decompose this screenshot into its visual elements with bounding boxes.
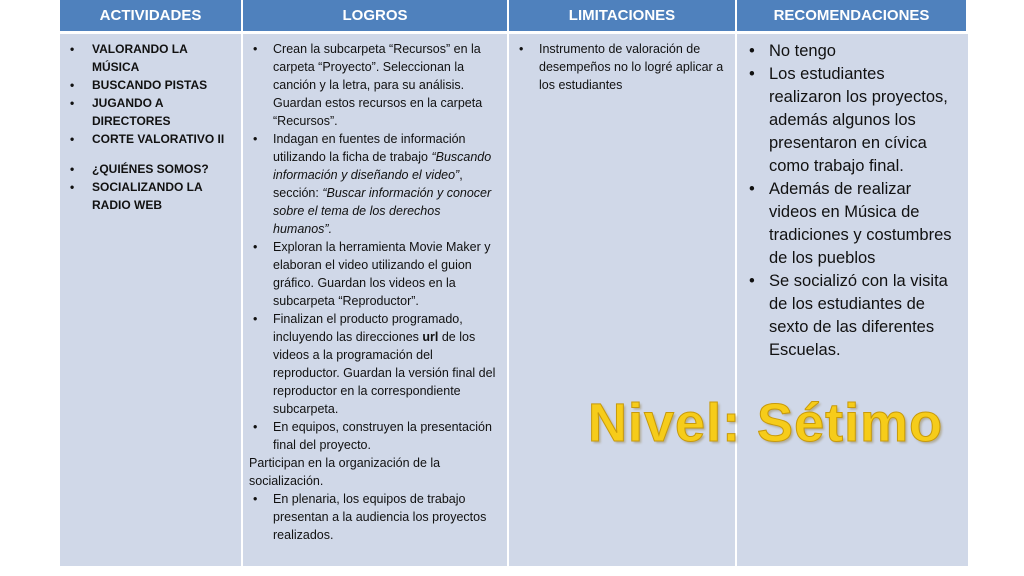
list-item: • Los estudiantes realizaron los proyectos, además algunos los presentaron en cívica como trabajo final.	[741, 63, 960, 178]
list-item: • Indagan en fuentes de información utilizando la ficha de trabajo “Buscando información y diseñando el video”, sección: “Buscar información y conocer sobre el tema de los derechos humanos”.	[247, 130, 499, 238]
list-item: • No tengo	[741, 40, 960, 63]
header-logros: LOGROS	[243, 0, 509, 34]
list-item: • Crean la subcarpeta “Recursos” en la carpeta “Proyecto”. Seleccionan la canción y la letra, para su análisis. Guardan estos recursos en la carpeta “Recursos”.	[247, 40, 499, 130]
list-item: • Se socializó con la visita de los estudiantes de sexto de las diferentes Escuelas.	[741, 270, 960, 362]
limitaciones-list	[513, 40, 727, 94]
list-item: • BUSCANDO PISTAS	[64, 76, 233, 94]
list-item: • Además de realizar videos en Música de tradiciones y costumbres de los pueblos	[741, 178, 960, 270]
actividades-cell	[60, 34, 243, 566]
recomendaciones-list	[741, 40, 960, 362]
logros-paragraph: Participan en la organización de la socialización.	[249, 456, 441, 488]
header-recomendaciones: RECOMENDACIONES	[737, 0, 968, 34]
logros-cell	[243, 34, 509, 566]
list-item: • VALORANDO LA MÚSICA	[64, 40, 233, 76]
level-title: Nivel: Sétimo	[588, 393, 944, 453]
recomendaciones-cell	[737, 34, 968, 566]
logros-list	[247, 40, 499, 454]
list-item: • SOCIALIZANDO LA RADIO WEB	[64, 178, 233, 214]
list-item: • JUGANDO A DIRECTORES	[64, 94, 233, 130]
actividades-list	[64, 40, 233, 214]
list-item: • En equipos, construyen la presentación final del proyecto.	[247, 418, 499, 454]
list-item: • CORTE VALORATIVO II	[64, 130, 233, 148]
limitaciones-cell	[509, 34, 737, 566]
list-item: • En plenaria, los equipos de trabajo presentan a la audiencia los proyectos realizados.	[247, 490, 499, 544]
list-item: • ¿QUIÉNES SOMOS?	[64, 160, 233, 178]
header-limitaciones: LIMITACIONES	[509, 0, 737, 34]
activities-table	[60, 0, 968, 566]
header-actividades: ACTIVIDADES	[60, 0, 243, 34]
list-item: • Instrumento de valoración de desempeños no lo logré aplicar a los estudiantes	[513, 40, 727, 94]
list-item: • Finalizan el producto programado, incluyendo las direcciones url de los videos a la programación del reproductor. Guardan la versión final del reproductor en la correspondiente subcarpeta.	[247, 310, 499, 418]
list-item: • Exploran la herramienta Movie Maker y elaboran el video utilizando el guion gráfico. Guardan los videos en la subcarpeta “Reproductor”.	[247, 238, 499, 310]
logros-list-continued	[247, 490, 499, 544]
